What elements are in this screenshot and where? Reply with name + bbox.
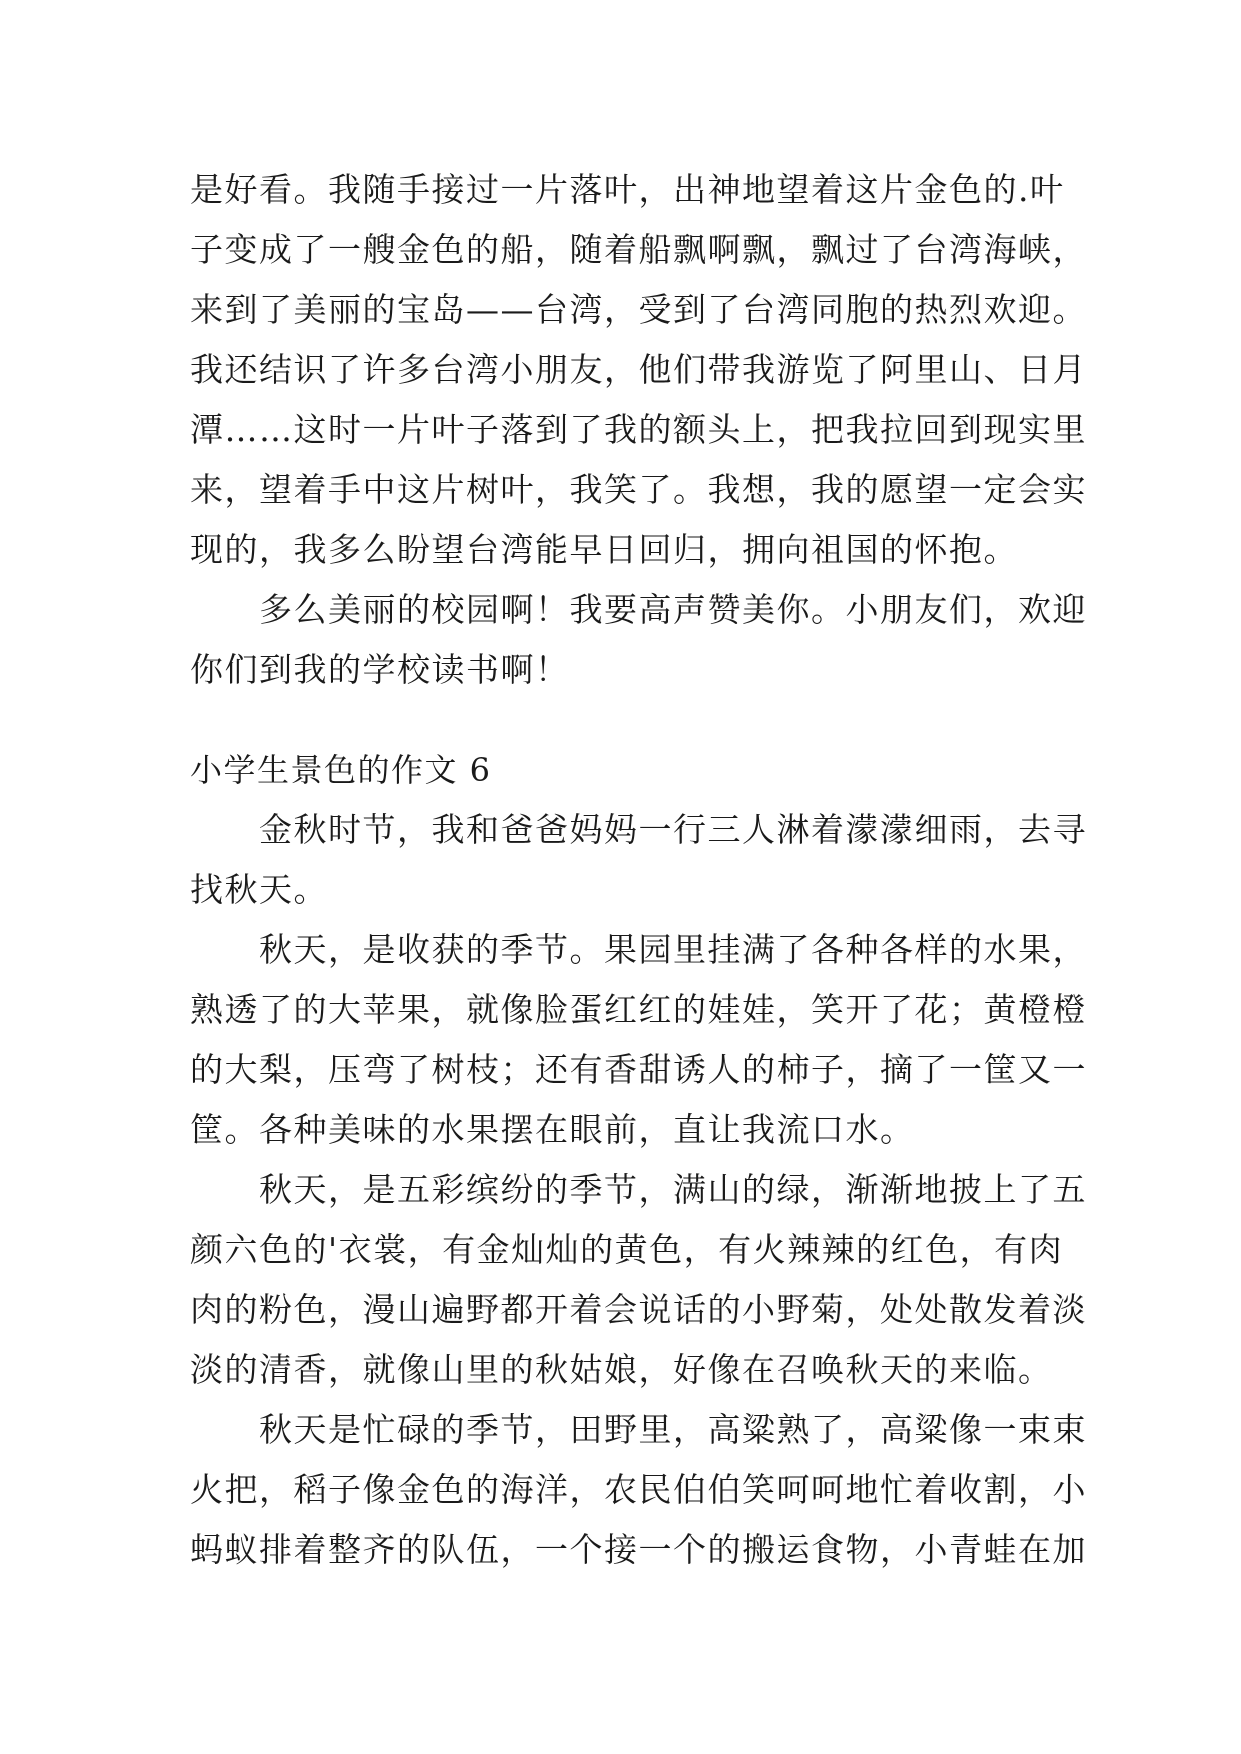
text-line: 淡的清香，就像山里的秋姑娘，好像在召唤秋天的来临。 bbox=[190, 1350, 1053, 1389]
text-line: 秋天，是五彩缤纷的季节，满山的绿，渐渐地披上了五 bbox=[190, 1170, 1087, 1209]
text-line: 是好看。我随手接过一片落叶，出神地望着这片金色的.叶 bbox=[190, 170, 1065, 209]
text-line: 来，望着手中这片树叶，我笑了。我想，我的愿望一定会实 bbox=[190, 470, 1087, 509]
text-line: 金秋时节，我和爸爸妈妈一行三人淋着濛濛细雨，去寻 bbox=[190, 810, 1087, 849]
text-line: 秋天，是收获的季节。果园里挂满了各种各样的水果， bbox=[190, 930, 1087, 969]
text-line: 找秋天。 bbox=[190, 870, 328, 909]
section-heading: 小学生景色的作文 6 bbox=[190, 751, 492, 789]
text-line: 颜六色的'衣裳，有金灿灿的黄色，有火辣辣的红色，有肉 bbox=[190, 1230, 1064, 1269]
section-gap bbox=[190, 700, 1070, 740]
text-line: 的大梨，压弯了树枝；还有香甜诱人的柿子，摘了一筐又一 bbox=[190, 1050, 1087, 1089]
text-line: 潭……这时一片叶子落到了我的额头上，把我拉回到现实里 bbox=[190, 410, 1087, 449]
text-line: 多么美丽的校园啊！我要高声赞美你。小朋友们，欢迎 bbox=[190, 590, 1087, 629]
text-line: 肉的粉色，漫山遍野都开着会说话的小野菊，处处散发着淡 bbox=[190, 1290, 1087, 1329]
text-line: 火把，稻子像金色的海洋，农民伯伯笑呵呵地忙着收割，小 bbox=[190, 1470, 1087, 1509]
text-line: 秋天是忙碌的季节，田野里，高粱熟了，高粱像一束束 bbox=[190, 1410, 1087, 1449]
text-line: 你们到我的学校读书啊！ bbox=[190, 650, 570, 689]
text-line: 我还结识了许多台湾小朋友，他们带我游览了阿里山、日月 bbox=[190, 350, 1087, 389]
text-line: 现的，我多么盼望台湾能早日回归，拥向祖国的怀抱。 bbox=[190, 530, 1018, 569]
text-line: 蚂蚁排着整齐的队伍，一个接一个的搬运食物，小青蛙在加 bbox=[190, 1530, 1087, 1569]
document-body bbox=[190, 160, 1087, 1580]
text-line: 筐。各种美味的水果摆在眼前，直让我流口水。 bbox=[190, 1110, 915, 1149]
text-line: 熟透了的大苹果，就像脸蛋红红的娃娃，笑开了花；黄橙橙 bbox=[190, 990, 1087, 1029]
text-line: 来到了美丽的宝岛——台湾，受到了台湾同胞的热烈欢迎。 bbox=[190, 290, 1087, 329]
text-line: 子变成了一艘金色的船，随着船飘啊飘，飘过了台湾海峡， bbox=[190, 230, 1087, 269]
